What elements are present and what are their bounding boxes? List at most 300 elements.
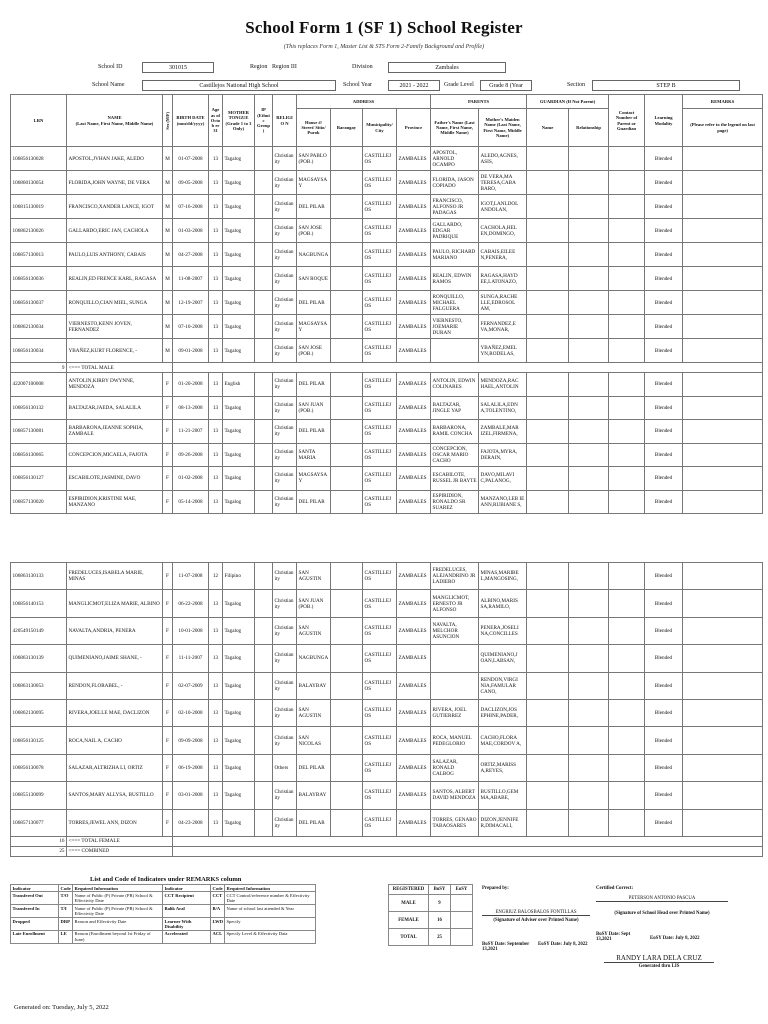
cell-birth-date: 02-10-2008	[173, 699, 209, 726]
combined-row	[11, 846, 763, 856]
col-address: ADDRESS	[297, 95, 431, 109]
cell-lrn: 106863130053	[11, 672, 67, 699]
col-learning: Learning Modality	[645, 95, 683, 147]
cell-contact	[609, 339, 645, 363]
col-ip: IP (Ethnic Group)	[255, 95, 273, 147]
eosy-header: EoSY	[451, 885, 473, 895]
cell-learning-modality: Blended	[645, 267, 683, 291]
cell-birth-date: 09-26-2008	[173, 443, 209, 467]
cell-lrn: 106863130139	[11, 645, 67, 672]
cell-contact	[609, 754, 645, 781]
cell-guardian-relationship	[569, 754, 609, 781]
indicator-body	[11, 892, 316, 943]
cell-remarks	[683, 782, 763, 809]
cell-contact	[609, 645, 645, 672]
cell-religion: Christianity	[273, 291, 297, 315]
total-male-row-label: <=== TOTAL MALE	[67, 363, 173, 373]
table-row	[11, 645, 763, 672]
bosy-header: BoSY	[429, 885, 451, 895]
cell-contact	[609, 699, 645, 726]
cell-sex: F	[163, 590, 173, 617]
cell-municipality: CASTILLEJOS	[363, 171, 397, 195]
cell-municipality: CASTILLEJOS	[363, 373, 397, 397]
cell-municipality: CASTILLEJOS	[363, 195, 397, 219]
cell-age: 13	[209, 782, 223, 809]
cell-contact	[609, 267, 645, 291]
cell-father: MANGLICMOT, ERNESTO JR ALFONSO	[431, 590, 479, 617]
indicator-req: Name of Public (P) Private (PR) School & Effectivity Date	[73, 892, 163, 905]
cell-religion: Christianity	[273, 443, 297, 467]
cell-name: FREDELUCES,ISABELA MARIE, MINAS	[67, 563, 163, 590]
cell-sex: F	[163, 373, 173, 397]
cell-lrn: 106863130133	[11, 563, 67, 590]
cell-province: ZAMBALES	[397, 727, 431, 754]
cell-guardian-relationship	[569, 171, 609, 195]
table-row	[11, 809, 763, 836]
section-value: STEP B	[592, 80, 740, 91]
indicator-header: Indicator	[11, 885, 59, 892]
cell-province: ZAMBALES	[397, 467, 431, 491]
cell-province: ZAMBALES	[397, 699, 431, 726]
cell-guardian-relationship	[569, 267, 609, 291]
cell-mother-tongue: Tagalog	[223, 195, 255, 219]
cell-father: GALLARDO, EDGAR PADRIQUE	[431, 219, 479, 243]
cell-age: 13	[209, 420, 223, 444]
cell-sex: F	[163, 467, 173, 491]
cell-remarks	[683, 339, 763, 363]
table-row	[11, 171, 763, 195]
total-label: TOTAL	[389, 929, 429, 946]
cell-mother: IGOT,LANLDOL ANDOLAN,	[479, 195, 527, 219]
cell-ip	[255, 467, 273, 491]
cell-religion: Christianity	[273, 782, 297, 809]
cell-lrn: 106857130077	[11, 809, 67, 836]
cell-guardian-name	[527, 339, 569, 363]
blank-cell	[173, 363, 763, 373]
cell-guardian-name	[527, 219, 569, 243]
total-eosy	[451, 929, 473, 946]
cell-lrn: 106856130065	[11, 443, 67, 467]
grade-level-label: Grade Level	[444, 82, 474, 88]
cell-remarks	[683, 490, 763, 514]
cell-remarks	[683, 243, 763, 267]
required-header-2: Required Information	[225, 885, 316, 892]
col-birth: BIRTH DATE (mm/dd/yyyy)	[173, 95, 209, 147]
cell-name: ESCABILOTE,JASMINE, DAVO	[67, 467, 163, 491]
cell-mother: ALEDO,AGNES, ASIS,	[479, 147, 527, 171]
cell-lrn: 106856130037	[11, 291, 67, 315]
cell-father: NAVALTA, MELCHOR ASUNCION	[431, 617, 479, 644]
cell-remarks	[683, 590, 763, 617]
cell-birth-date: 04-23-2008	[173, 809, 209, 836]
cell-province: ZAMBALES	[397, 645, 431, 672]
cell-guardian-relationship	[569, 563, 609, 590]
total-bosy: 25	[429, 929, 451, 946]
cell-remarks	[683, 396, 763, 420]
cell-municipality: CASTILLEJOS	[363, 243, 397, 267]
cell-lrn: 422007100008	[11, 373, 67, 397]
cell-municipality: CASTILLEJOS	[363, 219, 397, 243]
indicator-req: Name of Public (P) Private (PR) School & Effectivity Date	[73, 905, 163, 918]
required-header: Required Information	[73, 885, 163, 892]
cell-age: 13	[209, 291, 223, 315]
table-row	[11, 373, 763, 397]
combined-row-label: <=== COMBINED	[67, 846, 173, 856]
blank-cell	[173, 846, 763, 856]
cell-guardian-relationship	[569, 373, 609, 397]
cell-learning-modality: Blended	[645, 563, 683, 590]
cell-sex: M	[163, 171, 173, 195]
cell-father: ESCABILOTE, RUSSEL JR BAYTE	[431, 467, 479, 491]
table-row	[11, 195, 763, 219]
table-row	[11, 267, 763, 291]
cell-learning-modality: Blended	[645, 672, 683, 699]
table-row	[11, 490, 763, 514]
section-label: Section	[567, 82, 585, 88]
cell-remarks	[683, 699, 763, 726]
cell-birth-date: 01-20-2008	[173, 373, 209, 397]
indicator-code2: ACL	[211, 930, 225, 943]
cell-sex: F	[163, 699, 173, 726]
cell-learning-modality: Blended	[645, 617, 683, 644]
cell-mother-tongue: Tagalog	[223, 443, 255, 467]
col-contact: Contact Number of Parent or Guardian	[609, 95, 645, 147]
indicator-ind: Transfered In	[11, 905, 59, 918]
col-remarks-legend: (Please refer to the legend on last page)	[683, 109, 763, 147]
cell-remarks	[683, 727, 763, 754]
cell-province: ZAMBALES	[397, 396, 431, 420]
cell-learning-modality: Blended	[645, 645, 683, 672]
generated-by-name: RANDY LARA DELA CRUZ	[604, 954, 714, 963]
cell-house: MAGSAYSAY	[297, 467, 331, 491]
cell-mother: SUNGA,RACHE LLE,EDROSOL AM,	[479, 291, 527, 315]
cell-guardian-name	[527, 315, 569, 339]
cell-guardian-relationship	[569, 467, 609, 491]
cell-remarks	[683, 809, 763, 836]
cell-guardian-name	[527, 267, 569, 291]
cell-age: 13	[209, 195, 223, 219]
eosy-date-right: EoSY Date: July 8, 2022	[650, 936, 700, 941]
col-guardian-relationship: Relationship	[569, 109, 609, 147]
female-bosy: 16	[429, 912, 451, 929]
cell-lrn: 106856140153	[11, 590, 67, 617]
cell-learning-modality: Blended	[645, 171, 683, 195]
cell-contact	[609, 195, 645, 219]
cell-name: RIVERA,JOELLE MAE, DACLIZON	[67, 699, 163, 726]
cell-province: ZAMBALES	[397, 291, 431, 315]
indicator-row	[11, 918, 316, 931]
cell-birth-date: 02-07-2009	[173, 672, 209, 699]
cell-father: SANTOS, ALBERT DAVID MENDOZA	[431, 782, 479, 809]
table-row	[11, 315, 763, 339]
indicator-row	[11, 892, 316, 905]
cell-guardian-name	[527, 147, 569, 171]
cell-guardian-name	[527, 754, 569, 781]
cell-guardian-name	[527, 699, 569, 726]
cell-mother: PENERA,JOSELI NA,CONCILLES	[479, 617, 527, 644]
cell-religion: Christianity	[273, 727, 297, 754]
cell-religion: Christianity	[273, 339, 297, 363]
cell-religion: Christianity	[273, 147, 297, 171]
cell-contact	[609, 617, 645, 644]
cell-province: ZAMBALES	[397, 147, 431, 171]
school-head-name: PETERSON ANTONIO PASCUA	[596, 896, 728, 902]
cell-ip	[255, 171, 273, 195]
cell-age: 13	[209, 467, 223, 491]
cell-barangay	[331, 267, 363, 291]
cell-learning-modality: Blended	[645, 243, 683, 267]
cell-age: 13	[209, 490, 223, 514]
blank-cell	[173, 836, 763, 846]
cell-ip	[255, 219, 273, 243]
cell-mother-tongue: Tagalog	[223, 754, 255, 781]
cell-barangay	[331, 590, 363, 617]
cell-municipality: CASTILLEJOS	[363, 727, 397, 754]
cell-guardian-relationship	[569, 147, 609, 171]
school-id-label: School ID	[98, 64, 123, 70]
cell-sex: M	[163, 195, 173, 219]
cell-mother: ZAMBALE,MAR IZEL,FIRMENA,	[479, 420, 527, 444]
cell-mother-tongue: Tagalog	[223, 339, 255, 363]
cell-religion: Christianity	[273, 809, 297, 836]
male-bosy: 9	[429, 895, 451, 912]
indicator-table	[10, 884, 316, 944]
cell-remarks	[683, 315, 763, 339]
col-sex	[163, 95, 173, 147]
indicator-ind2: Balik Aral	[163, 905, 211, 918]
cell-age: 13	[209, 396, 223, 420]
cell-sex: F	[163, 809, 173, 836]
cell-birth-date: 06-22-2008	[173, 590, 209, 617]
school-name-label: School Name	[92, 82, 125, 88]
cell-guardian-relationship	[569, 490, 609, 514]
male-eosy	[451, 895, 473, 912]
cell-house: MAGSAYSAY	[297, 171, 331, 195]
cell-contact	[609, 147, 645, 171]
cell-sex: M	[163, 219, 173, 243]
cell-barangay	[331, 243, 363, 267]
cell-remarks	[683, 754, 763, 781]
cell-mother: DIZON,JENNIFE R,DIMACALI,	[479, 809, 527, 836]
cell-name: MANGLICMOT,ELIZA MARIE, ALBINO	[67, 590, 163, 617]
cell-name: ROCA,NAIL A, CACHO	[67, 727, 163, 754]
cell-age: 13	[209, 617, 223, 644]
cell-remarks	[683, 147, 763, 171]
cell-guardian-name	[527, 727, 569, 754]
cell-municipality: CASTILLEJOS	[363, 147, 397, 171]
bosy-date-left: BoSY Date: September 13,2021	[482, 942, 530, 952]
cell-mother: MINAS,MARIBE L,MANGOSING,	[479, 563, 527, 590]
enrollment-stats-table	[388, 884, 473, 946]
cell-province: ZAMBALES	[397, 782, 431, 809]
table-row	[11, 339, 763, 363]
cell-age: 13	[209, 754, 223, 781]
cell-ip	[255, 147, 273, 171]
cell-contact	[609, 171, 645, 195]
cell-mother-tongue: Tagalog	[223, 420, 255, 444]
cell-learning-modality: Blended	[645, 809, 683, 836]
cell-barangay	[331, 563, 363, 590]
school-id-value: 301015	[142, 62, 214, 73]
total-male-row-count: 9	[11, 363, 67, 373]
col-province: Province	[397, 109, 431, 147]
cell-lrn: 106856130127	[11, 467, 67, 491]
cell-age: 13	[209, 147, 223, 171]
cell-contact	[609, 590, 645, 617]
division-label: Division	[352, 64, 373, 70]
cell-guardian-relationship	[569, 782, 609, 809]
cell-contact	[609, 672, 645, 699]
cell-remarks	[683, 672, 763, 699]
eosy-date-left: EoSY Date: July 8, 2022	[538, 942, 588, 947]
cell-house: DEL PILAR	[297, 291, 331, 315]
cell-age: 13	[209, 339, 223, 363]
indicator-ind: Transfered Out	[11, 892, 59, 905]
cell-birth-date: 11-21-2007	[173, 420, 209, 444]
cell-contact	[609, 291, 645, 315]
cell-municipality: CASTILLEJOS	[363, 420, 397, 444]
cell-father: ANTOLIN, EDWIN COLINARES	[431, 373, 479, 397]
form-subtitle: (This replaces Form 1, Master List & STS Form 2-Family Background and Profile)	[283, 44, 485, 50]
cell-religion: Christianity	[273, 490, 297, 514]
cell-religion: Christianity	[273, 315, 297, 339]
cell-name: SANTOS,MARY ALLYSA, BUSTILLO	[67, 782, 163, 809]
cell-learning-modality: Blended	[645, 339, 683, 363]
indicator-req: Reason (Enrollment beyond 1st Friday of June)	[73, 930, 163, 943]
cell-birth-date: 08-13-2008	[173, 396, 209, 420]
cell-mother: RENDON,VIRGI NIA,FAMULAR CANO,	[479, 672, 527, 699]
cell-ip	[255, 339, 273, 363]
cell-age: 12	[209, 563, 223, 590]
cell-birth-date: 05-14-2008	[173, 490, 209, 514]
cell-province: ZAMBALES	[397, 339, 431, 363]
cell-house: NAGBUNGA	[297, 645, 331, 672]
cell-municipality: CASTILLEJOS	[363, 339, 397, 363]
cell-birth-date: 01-02-2008	[173, 467, 209, 491]
cell-learning-modality: Blended	[645, 727, 683, 754]
cell-barangay	[331, 809, 363, 836]
school-head-caption: (Signature of School Head over Printed Name)	[614, 911, 710, 916]
cell-religion: Christianity	[273, 267, 297, 291]
total-female-row-count: 16	[11, 836, 67, 846]
cell-sex: F	[163, 443, 173, 467]
cell-name: BALTAZAR,JAEDA, SALALILA	[67, 396, 163, 420]
cell-sex: F	[163, 645, 173, 672]
cell-barangay	[331, 645, 363, 672]
cell-mother-tongue: Tagalog	[223, 147, 255, 171]
cell-house: SAN JUAN (POB.)	[297, 590, 331, 617]
cell-sex: F	[163, 754, 173, 781]
col-house: House #/ Street/ Sitio/ Purok	[297, 109, 331, 147]
indicator-code2: LWD	[211, 918, 225, 931]
cell-ip	[255, 267, 273, 291]
cell-learning-modality: Blended	[645, 467, 683, 491]
cell-municipality: CASTILLEJOS	[363, 754, 397, 781]
cell-sex: M	[163, 267, 173, 291]
cell-sex: F	[163, 727, 173, 754]
cell-name: FLORIDA,JOHN WAYNE, DE VERA	[67, 171, 163, 195]
grade-level-value: Grade 8 (Year	[480, 80, 532, 91]
cell-sex: F	[163, 617, 173, 644]
cell-birth-date: 01-07-2008	[173, 147, 209, 171]
cell-province: ZAMBALES	[397, 754, 431, 781]
cell-mother: DE VERA,MA TERESA,CABA BARO,	[479, 171, 527, 195]
indicator-ind2: Learner With Disability	[163, 918, 211, 931]
cell-age: 13	[209, 443, 223, 467]
cell-guardian-name	[527, 672, 569, 699]
code-header: Code	[60, 885, 71, 891]
cell-house: SANTA MARIA	[297, 443, 331, 467]
cell-mother: ORTIZ,MARISS A,REYES,	[479, 754, 527, 781]
col-guardian-name: Name	[527, 109, 569, 147]
cell-mother: DACLIZON,JOS EPHINE,PADER,	[479, 699, 527, 726]
cell-ip	[255, 563, 273, 590]
col-tongue: MOTHER TONGUE (Grade 1 to 3 Only)	[223, 95, 255, 147]
cell-house: DEL PILAR	[297, 373, 331, 397]
cell-contact	[609, 563, 645, 590]
cell-mother: QUIMENIANO,J OAN,LABSAN,	[479, 645, 527, 672]
table-row	[11, 219, 763, 243]
cell-house: SAN JOSE (POB.)	[297, 339, 331, 363]
cell-name: RONQUILLO,CIAN MIEL, SUNGA	[67, 291, 163, 315]
cell-guardian-name	[527, 420, 569, 444]
cell-guardian-name	[527, 171, 569, 195]
cell-house: NAGBUNGA	[297, 243, 331, 267]
cell-ip	[255, 315, 273, 339]
cell-mother-tongue: Tagalog	[223, 315, 255, 339]
col-mother: Mother's Maiden Name (Last Name, First Name, Middle Name)	[479, 109, 527, 147]
cell-father: CONCEPCION, OSCAR MARIO CACHO	[431, 443, 479, 467]
cell-contact	[609, 420, 645, 444]
cell-remarks	[683, 617, 763, 644]
cell-guardian-relationship	[569, 195, 609, 219]
table-row	[11, 782, 763, 809]
cell-mother: FERNANDEZ,E VA,MONAR,	[479, 315, 527, 339]
cell-remarks	[683, 373, 763, 397]
cell-barangay	[331, 195, 363, 219]
cell-mother-tongue: English	[223, 373, 255, 397]
cell-father: SALAZAR, RONALD CALBOG	[431, 754, 479, 781]
cell-father	[431, 645, 479, 672]
cell-province: ZAMBALES	[397, 563, 431, 590]
cell-remarks	[683, 420, 763, 444]
cell-ip	[255, 590, 273, 617]
cell-name: CONCEPCION,MICAELA, FAJOTA	[67, 443, 163, 467]
cell-name: VIERNESTO,KENN JOVEN, FERNANDEZ	[67, 315, 163, 339]
cell-guardian-relationship	[569, 339, 609, 363]
cell-province: ZAMBALES	[397, 590, 431, 617]
cell-municipality: CASTILLEJOS	[363, 315, 397, 339]
indicator-code: DRP	[59, 918, 73, 931]
cell-contact	[609, 396, 645, 420]
code-header-2: Code	[212, 885, 223, 891]
cell-age: 13	[209, 809, 223, 836]
cell-father: REALIN, EDWIN RAMOS	[431, 267, 479, 291]
cell-mother: CACHOLA,HEL EN,DOMINGO,	[479, 219, 527, 243]
cell-remarks	[683, 645, 763, 672]
cell-guardian-name	[527, 291, 569, 315]
cell-learning-modality: Blended	[645, 396, 683, 420]
table-row	[11, 291, 763, 315]
cell-father: RONQUILLO, MICHAEL FALGUERA	[431, 291, 479, 315]
cell-guardian-name	[527, 645, 569, 672]
indicator-req2: Specify	[225, 918, 316, 931]
cell-lrn: 106856130028	[11, 147, 67, 171]
cell-municipality: CASTILLEJOS	[363, 699, 397, 726]
cell-barangay	[331, 396, 363, 420]
cell-contact	[609, 315, 645, 339]
cell-lrn: 106860130054	[11, 171, 67, 195]
